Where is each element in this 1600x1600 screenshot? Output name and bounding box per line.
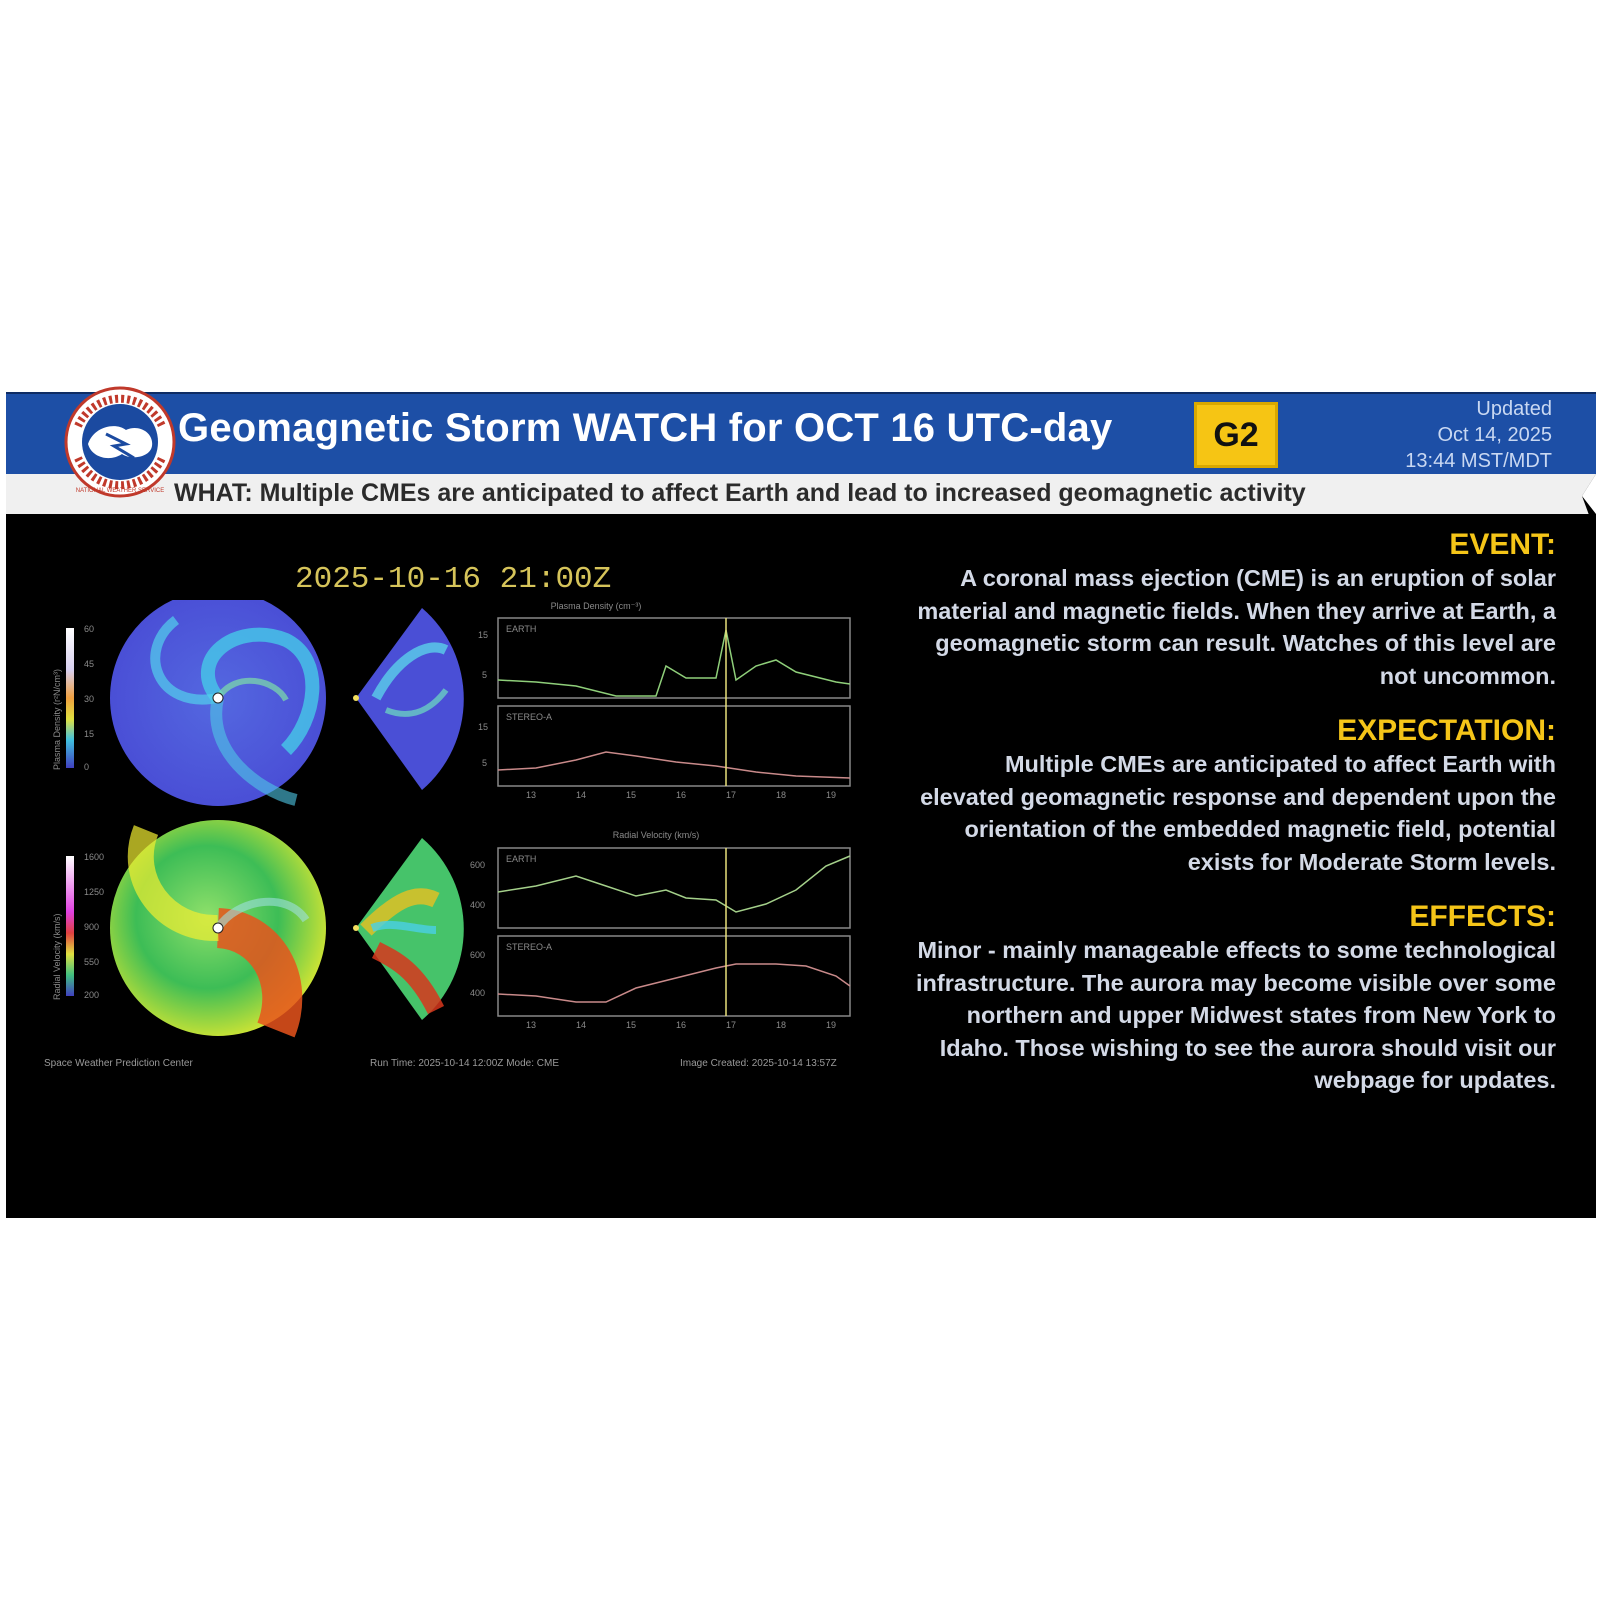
earth-velocity-label: EARTH [506,854,537,864]
footer-mid: Run Time: 2025-10-14 12:00Z Mode: CME [370,1058,559,1069]
density-y-tick: 15 [478,630,489,640]
earth-velocity-line [498,856,850,912]
header-bar [6,392,1596,476]
earth-density-line [498,630,850,696]
x-tick: 14 [576,790,587,800]
stereo-density-line [498,752,850,778]
velocity-cbar-tick: 900 [84,922,100,932]
density-colorbar-label: Plasma Density (r²N/cm³) [52,668,62,770]
section-event [916,528,1556,692]
velocity-y-tick: 600 [470,860,486,870]
updated-date: Oct 14, 2025 [1437,424,1552,446]
velocity-cbar-tick: 1600 [84,852,105,862]
density-y-tick: 15 [478,722,489,732]
section-effects [916,900,1556,1097]
density-panel-title: Plasma Density (cm⁻³) [550,601,642,611]
nws-logo-icon [64,386,176,498]
event-heading: EVENT: [1449,528,1556,561]
updated-time: 13:44 MST/MDT [1405,450,1552,472]
updated-label: Updated [1476,398,1552,420]
velocity-y-tick: 600 [470,950,486,960]
stereo-density-label: STEREO-A [506,712,553,722]
section-expectation [916,714,1556,878]
density-cbar-tick: 60 [84,624,95,634]
x-tick: 15 [626,1020,637,1030]
updated-info [1405,396,1552,474]
x-tick: 16 [676,1020,687,1030]
page-title: Geomagnetic Storm WATCH for OCT 16 UTC-day [178,406,1113,450]
earth-density-axes [498,618,850,698]
enlil-model-plots [36,600,916,1060]
density-y-tick: 5 [482,758,488,768]
velocity-panel-title: Radial Velocity (km/s) [612,830,700,840]
x-tick: 16 [676,790,687,800]
model-timestamp: 2025-10-16 21:00Z [295,562,612,597]
effects-heading: EFFECTS: [1409,900,1556,933]
velocity-colorbar-label: Radial Velocity (km/s) [52,913,62,1000]
velocity-cbar-tick: 200 [84,990,100,1000]
velocity-cbar-tick: 1250 [84,887,105,897]
density-colorbar [52,624,94,772]
density-wedge [353,608,464,790]
velocity-cbar-tick: 550 [84,957,100,967]
velocity-x-ticks [526,1020,836,1030]
expectation-text: Multiple CMEs are anticipated to affect Earth with elevated geomagnetic response and dependent upon the orientation of the embedded magnetic field, potential exists for Moderate Storm levels. [920,751,1556,875]
density-x-ticks [526,790,836,800]
x-tick: 18 [776,1020,787,1030]
x-tick: 13 [526,790,537,800]
x-tick: 17 [726,1020,737,1030]
x-tick: 19 [826,790,837,800]
earth-velocity-axes [498,848,850,928]
event-text: A coronal mass ejection (CME) is an eruption of solar material and magnetic fields. When they arrive at Earth, a geomagnetic storm can result. Watches of this level are not uncommon. [917,565,1556,689]
expectation-heading: EXPECTATION: [1337,714,1556,747]
what-text: WHAT: Multiple CMEs are anticipated to affect Earth and lead to increased geomagnetic activity [174,479,1306,507]
x-tick: 15 [626,790,637,800]
velocity-y-tick: 400 [470,900,486,910]
x-tick: 14 [576,1020,587,1030]
footer-right: Image Created: 2025-10-14 13:57Z [680,1058,837,1069]
velocity-timeseries [470,830,850,1030]
logo-ring-text: NATIONAL WEATHER SERVICE [75,488,165,494]
velocity-polar-disk [110,820,326,1036]
velocity-wedge [353,838,464,1020]
density-cbar-tick: 15 [84,729,95,739]
effects-text: Minor - mainly manageable effects to some technological infrastructure. The aurora may become visible over some northern and upper Midwest states from New York to Idaho. Those wishing to see the aurora should visit our webpage for updates. [916,937,1556,1093]
stereo-velocity-label: STEREO-A [506,942,553,952]
x-tick: 18 [776,790,787,800]
velocity-colorbar [52,852,104,1000]
density-timeseries [478,601,850,800]
stereo-velocity-line [498,964,850,1002]
velocity-y-tick: 400 [470,988,486,998]
x-tick: 17 [726,790,737,800]
density-cbar-tick: 45 [84,659,95,669]
x-tick: 19 [826,1020,837,1030]
footer-left: Space Weather Prediction Center [44,1058,193,1069]
info-column [916,528,1556,1119]
density-polar-disk [110,600,326,806]
density-cbar-tick: 30 [84,694,95,704]
x-tick: 13 [526,1020,537,1030]
earth-density-label: EARTH [506,624,537,634]
storm-level-badge: G2 [1194,402,1278,468]
density-cbar-tick: 0 [84,762,90,772]
what-bar [6,474,1596,515]
density-y-tick: 5 [482,670,488,680]
